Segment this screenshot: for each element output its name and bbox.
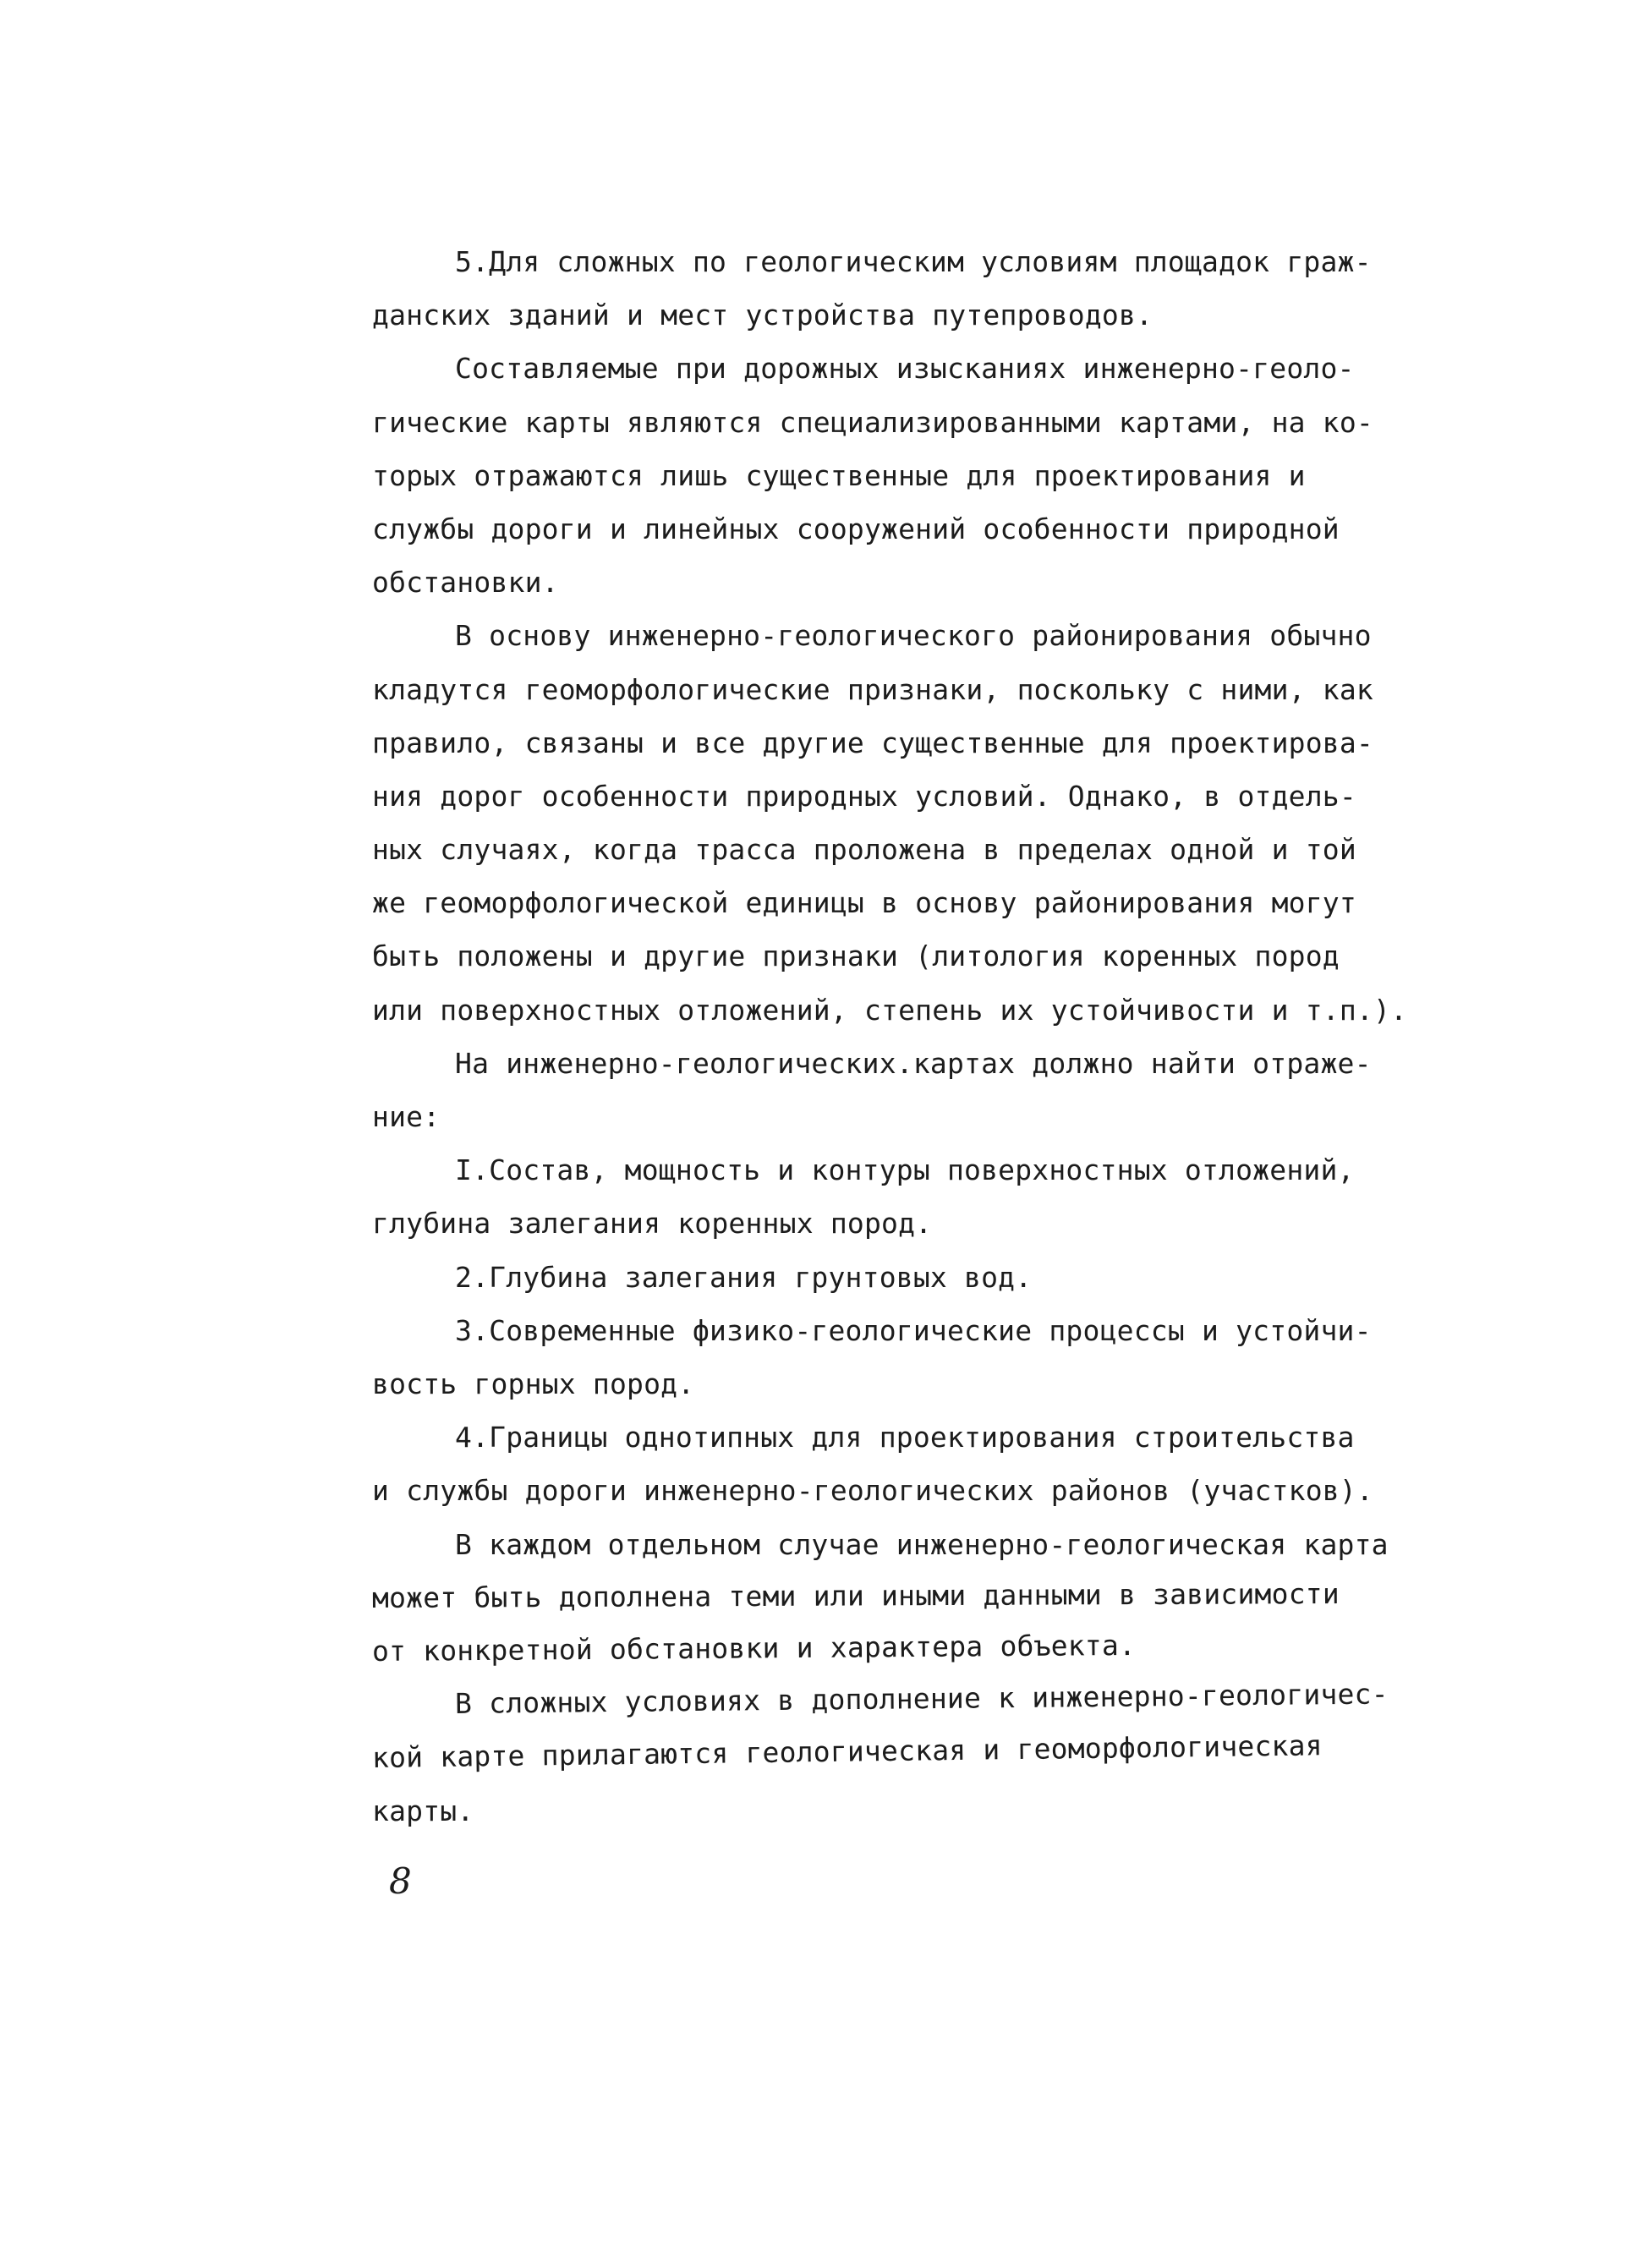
text-line: карты. [372,1794,474,1828]
page-number: 8 [389,1860,412,1902]
text-line: может быть дополнена теми или иными данными в зависимости [371,1576,1340,1614]
text-line: или поверхностных отложений, степень их устойчивости и т.п.). [372,993,1408,1027]
text-line: 4.Границы однотипных для проектирования строительства [455,1421,1355,1454]
text-line: данских зданий и мест устройства путепроводов. [372,299,1154,332]
text-line: I.Состав, мощность и контуры поверхностных отложений, [455,1153,1355,1187]
text-line: глубина залегания коренных пород. [372,1207,933,1241]
text-line: ние: [372,1100,441,1133]
text-line: 3.Современные физико-геологические процессы и устойчи- [455,1313,1372,1347]
text-line: быть положены и другие признаки (литология коренных пород [372,940,1340,973]
text-line: ных случаях, когда трасса проложена в пределах одной и той [372,833,1356,867]
text-line: торых отражаются лишь существенные для проектирования и [372,458,1306,492]
text-line: гические карты являются специализированными картами, на ко- [372,405,1373,439]
text-line: Составляемые при дорожных изысканиях инженерно-геоло- [455,352,1355,386]
text-line: кой карте прилагаются геологическая и геоморфологическая [371,1728,1323,1775]
text-line: ния дорог особенности природных условий. Однако, в отдель- [372,779,1356,813]
text-line: В сложных условиях в дополнение к инженерно-геологичес- [454,1677,1389,1721]
text-line: вость горных пород. [372,1367,695,1400]
body-text [371,235,1408,1838]
text-line: обстановки. [372,566,559,600]
text-line: кладутся геоморфологические признаки, поскольку с ними, как [372,672,1373,706]
text-line: 2.Глубина залегания грунтовых вод. [455,1260,1033,1294]
text-line: же геоморфологической единицы в основу районирования могут [372,886,1356,920]
text-line: и службы дороги инженерно-геологических районов (участков). [372,1474,1373,1508]
text-line: В каждом отдельном случае инженерно-геологическая карта [455,1527,1389,1561]
text-line: от конкретной обстановки и характера объекта. [371,1628,1137,1668]
text-line: правило, связаны и все другие существенные для проектирова- [372,726,1373,759]
text-line: 5.Для сложных по геологическим условиям площадок граж- [455,245,1372,278]
text-line: службы дороги и линейных сооружений особенности природной [372,512,1340,545]
text-line: На инженерно-геологических.картах должно найти отраже- [455,1046,1372,1080]
text-line: В основу инженерно-геологического районирования обычно [455,619,1372,653]
